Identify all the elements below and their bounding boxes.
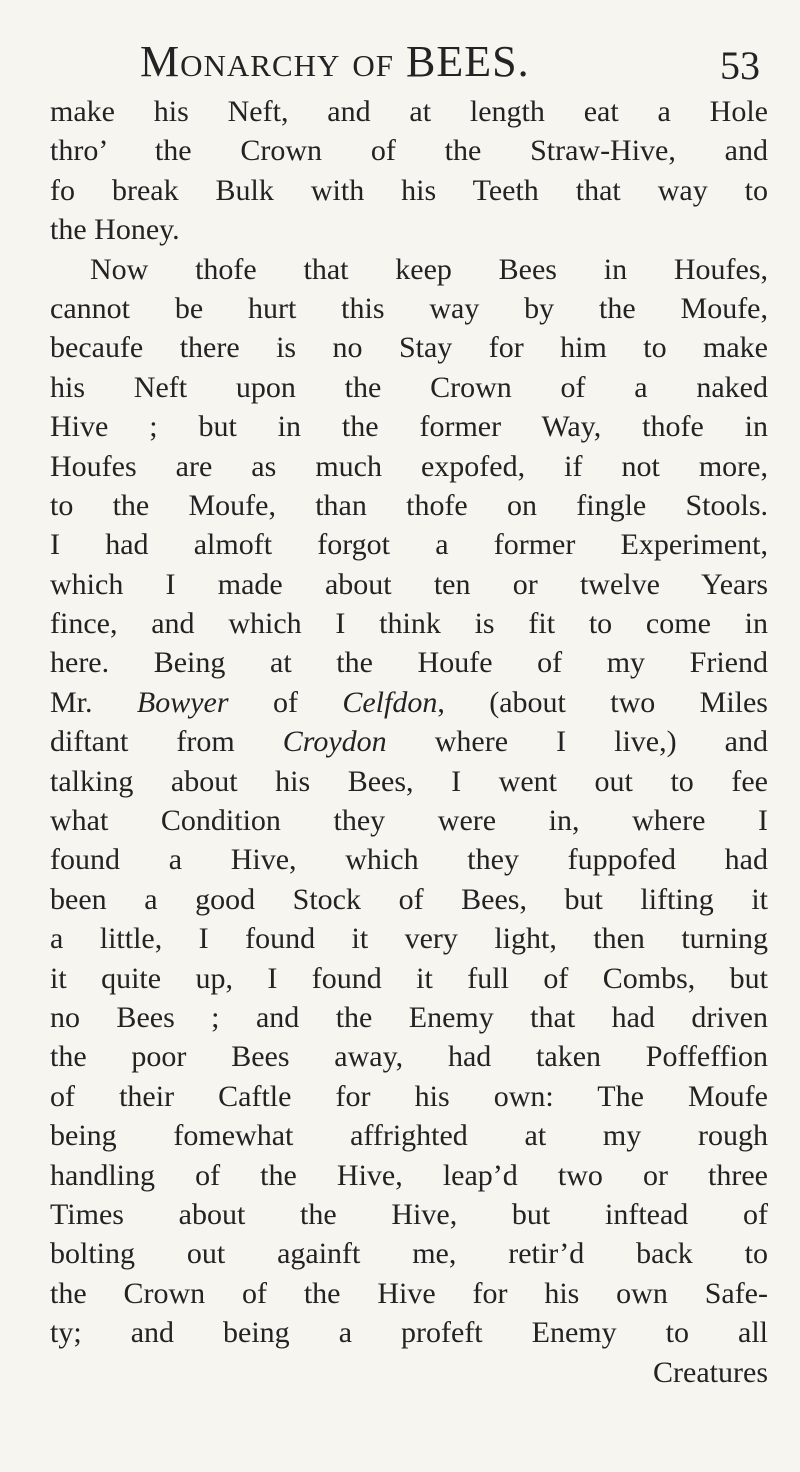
text-line: becaufe there is no Stay for him to make: [50, 331, 768, 365]
text-line: a little, I found it very light, then turning: [50, 922, 768, 956]
running-head-title: Monarchy of BEES.: [140, 37, 530, 86]
text-line: [50, 722, 768, 761]
place-croydon: Croydon: [282, 725, 387, 759]
text-line: which I made about ten or twelve Years: [50, 567, 768, 601]
running-head: [140, 34, 760, 90]
page-number: 53: [720, 43, 760, 88]
text-line: been a good Stock of Bees, but lifting it: [50, 882, 768, 916]
text-line: cannot be hurt this way by the Moufe,: [50, 291, 768, 325]
text-line: what Condition they were in, where I: [50, 804, 768, 838]
text-line: handling of the Hive, leap’d two or three: [50, 1158, 768, 1192]
text-line: here. Being at the Houfe of my Friend: [50, 646, 768, 680]
text-line: Now thofe that keep Bees in Houfes,: [90, 252, 768, 286]
text-line: thro’ the Crown of the Straw-Hive, and: [50, 134, 768, 168]
name-bowyer: Bowyer: [136, 685, 229, 719]
text-line: Hive ; but in the former Way, thofe in: [50, 410, 768, 444]
text-line: Times about the Hive, but inftead of: [50, 1197, 768, 1231]
text-fragment: Mr.: [50, 685, 137, 719]
text-line: fo break Bulk with his Teeth that way to: [50, 173, 768, 207]
text-line: the poor Bees away, had taken Poffeffion: [50, 1040, 768, 1074]
text-line: no Bees ; and the Enemy that had driven: [50, 1000, 768, 1034]
text-line: ty; and being a profeft Enemy to all: [50, 1316, 768, 1350]
text-line: being fomewhat affrighted at my rough: [50, 1119, 768, 1153]
text-fragment: of: [228, 685, 343, 719]
text-line: of their Caftle for his own: The Moufe: [50, 1079, 768, 1113]
catchword: Creatures: [653, 1355, 768, 1389]
text-line: the Honey.: [50, 213, 180, 247]
text-line: I had almoft forgot a former Experiment,: [50, 528, 768, 562]
text-line: it quite up, I found it full of Combs, but: [50, 961, 768, 995]
text-line: fince, and which I think is fit to come in: [50, 607, 768, 641]
text-line: his Neft upon the Crown of a naked: [50, 370, 768, 404]
place-celfdon: Celfdon: [342, 685, 438, 719]
text-line: [50, 683, 768, 722]
text-line: the Crown of the Hive for his own Safe-: [50, 1276, 768, 1310]
text-fragment: diftant from: [50, 725, 283, 759]
text-fragment: , (about two Miles: [437, 685, 768, 719]
text-line: Houfes are as much expofed, if not more,: [50, 449, 768, 483]
text-line: to the Moufe, than thofe on fingle Stools.: [50, 488, 768, 522]
body-text: [50, 92, 768, 1392]
text-line: bolting out againft me, retir’d back to: [50, 1237, 768, 1271]
text-line: talking about his Bees, I went out to fee: [50, 764, 768, 798]
text-line: found a Hive, which they fuppofed had: [50, 843, 768, 877]
text-fragment: where I live,) and: [386, 725, 768, 759]
text-line: make his Neft, and at length eat a Hole: [50, 95, 768, 128]
